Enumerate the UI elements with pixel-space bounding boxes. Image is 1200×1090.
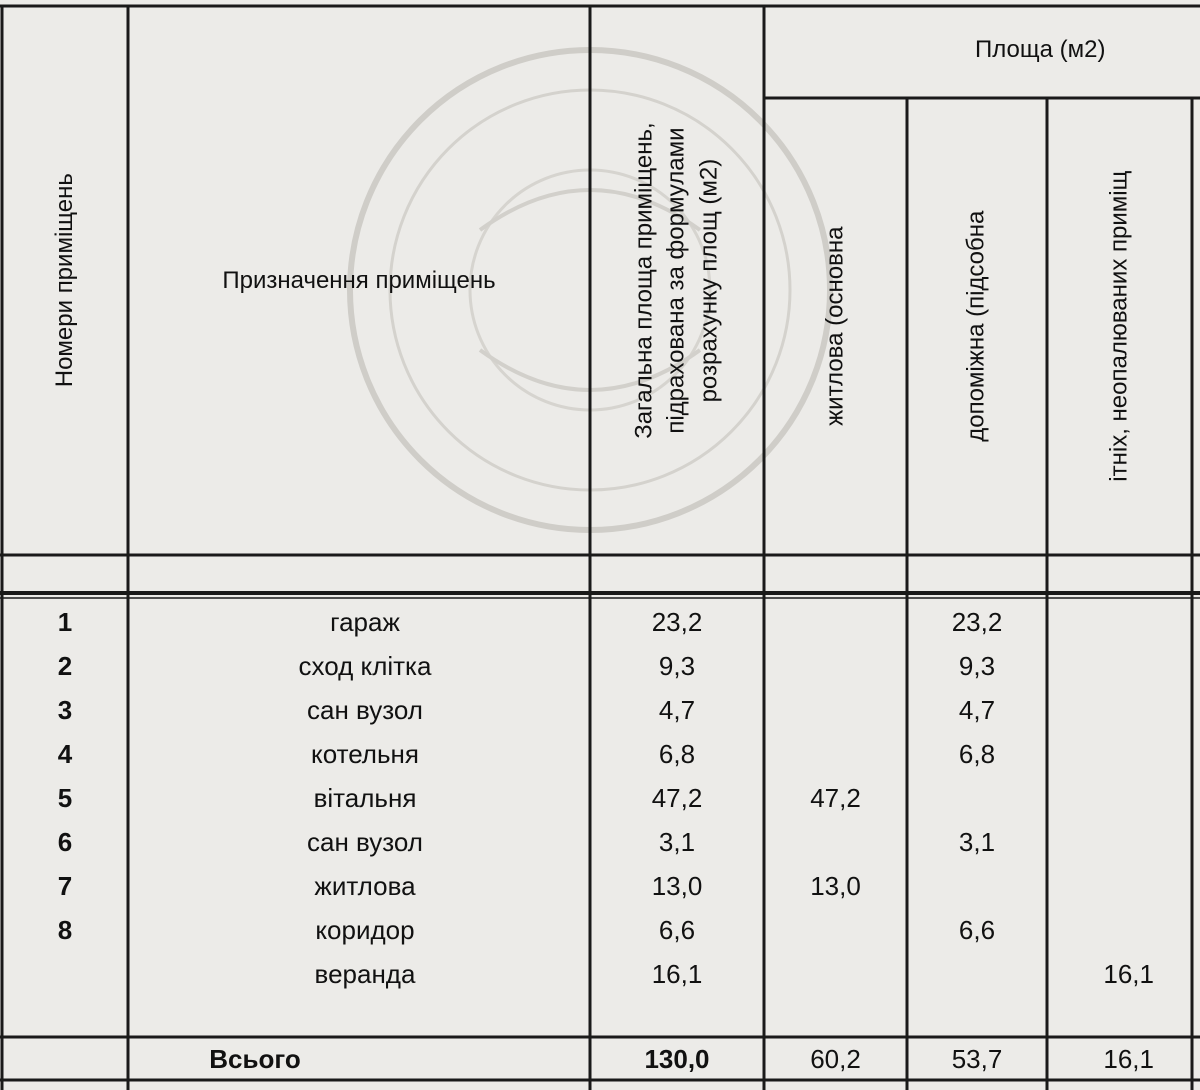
cell-other-area	[1049, 600, 1190, 644]
header-room-purpose-label: Призначення приміщень	[222, 266, 496, 294]
header-total-area-label	[628, 122, 725, 438]
cell-other-area	[1049, 732, 1190, 776]
cell-room-purpose: котельня	[311, 739, 419, 769]
cell-auxiliary-area: 4,7	[958, 695, 996, 725]
cell-room-number: 1	[57, 607, 73, 637]
cell-living-area	[766, 820, 905, 864]
cell-room-number: 7	[57, 871, 73, 901]
cell-total-area: 13,0	[651, 871, 703, 901]
header-total-area-line-2: підрахована за формулами	[662, 127, 690, 434]
header-total-area-line-1: Загальна площа приміщень,	[630, 122, 658, 439]
totals-label: Всього	[209, 1044, 301, 1074]
header-living-area-label: житлова (основна	[821, 226, 849, 427]
cell-auxiliary-area: 9,3	[958, 651, 996, 681]
cell-other-area	[1049, 688, 1190, 732]
totals-living-area: 60,2	[810, 1044, 861, 1074]
cell-other-area	[1049, 864, 1190, 908]
cell-room-number: 5	[57, 783, 73, 813]
cell-total-area: 6,8	[658, 739, 696, 769]
cell-room-number: 8	[57, 915, 73, 945]
header-room-purpose	[130, 8, 588, 553]
cell-total-area: 16,1	[651, 959, 703, 989]
header-total-area	[592, 8, 762, 553]
cell-living-area: 13,0	[810, 871, 861, 901]
header-room-numbers	[4, 8, 126, 553]
cell-living-area	[766, 952, 905, 996]
header-other-area-label: ітніх, неопалюваних приміщ	[1105, 170, 1133, 483]
cell-other-area	[1049, 644, 1190, 688]
cell-auxiliary-area	[909, 864, 1045, 908]
cell-room-purpose: сход клітка	[298, 651, 432, 681]
totals-auxiliary-area: 53,7	[951, 1044, 1003, 1074]
totals-total-area: 130,0	[644, 1044, 710, 1074]
cell-living-area: 47,2	[810, 783, 861, 813]
cell-total-area: 4,7	[658, 695, 696, 725]
cell-auxiliary-area	[909, 952, 1045, 996]
cell-other-area: 16,1	[1103, 959, 1154, 989]
cell-auxiliary-area: 23,2	[951, 607, 1003, 637]
cell-room-number: 4	[57, 739, 73, 769]
cell-room-purpose: сан вузол	[307, 827, 423, 857]
header-auxiliary-area	[909, 100, 1045, 553]
cell-total-area: 23,2	[651, 607, 703, 637]
header-room-numbers-label: Номери приміщень	[50, 173, 78, 388]
cell-room-number	[4, 952, 126, 996]
cell-living-area	[766, 908, 905, 952]
cell-living-area	[766, 732, 905, 776]
cell-other-area	[1049, 776, 1190, 820]
header-area-group: Площа (м2)	[975, 36, 1106, 63]
cell-other-area	[1049, 908, 1190, 952]
header-other-area	[1049, 100, 1190, 553]
cell-room-purpose: гараж	[330, 607, 400, 637]
cell-room-purpose: веранда	[314, 959, 416, 989]
cell-total-area: 6,6	[658, 915, 696, 945]
cell-auxiliary-area: 6,8	[958, 739, 996, 769]
cell-auxiliary-area: 3,1	[958, 827, 996, 857]
cell-living-area	[766, 600, 905, 644]
cell-total-area: 47,2	[651, 783, 703, 813]
cell-room-number: 3	[57, 695, 73, 725]
cell-living-area	[766, 688, 905, 732]
cell-other-area	[1049, 820, 1190, 864]
totals-other-area: 16,1	[1103, 1044, 1154, 1074]
header-total-area-line-3: розрахунку площ (м2)	[695, 158, 723, 403]
cell-total-area: 3,1	[658, 827, 696, 857]
cell-room-number: 6	[57, 827, 73, 857]
cell-room-number: 2	[57, 651, 73, 681]
header-living-area	[766, 100, 905, 553]
cell-room-purpose: коридор	[315, 915, 415, 945]
cell-living-area	[766, 644, 905, 688]
header-auxiliary-area-label: допоміжна (підсобна	[962, 210, 990, 443]
cell-room-purpose: сан вузол	[307, 695, 423, 725]
cell-total-area: 9,3	[658, 651, 696, 681]
cell-auxiliary-area	[909, 776, 1045, 820]
cell-room-purpose: житлова	[314, 871, 416, 901]
cell-auxiliary-area: 6,6	[958, 915, 996, 945]
cell-room-purpose: вітальня	[313, 783, 417, 813]
